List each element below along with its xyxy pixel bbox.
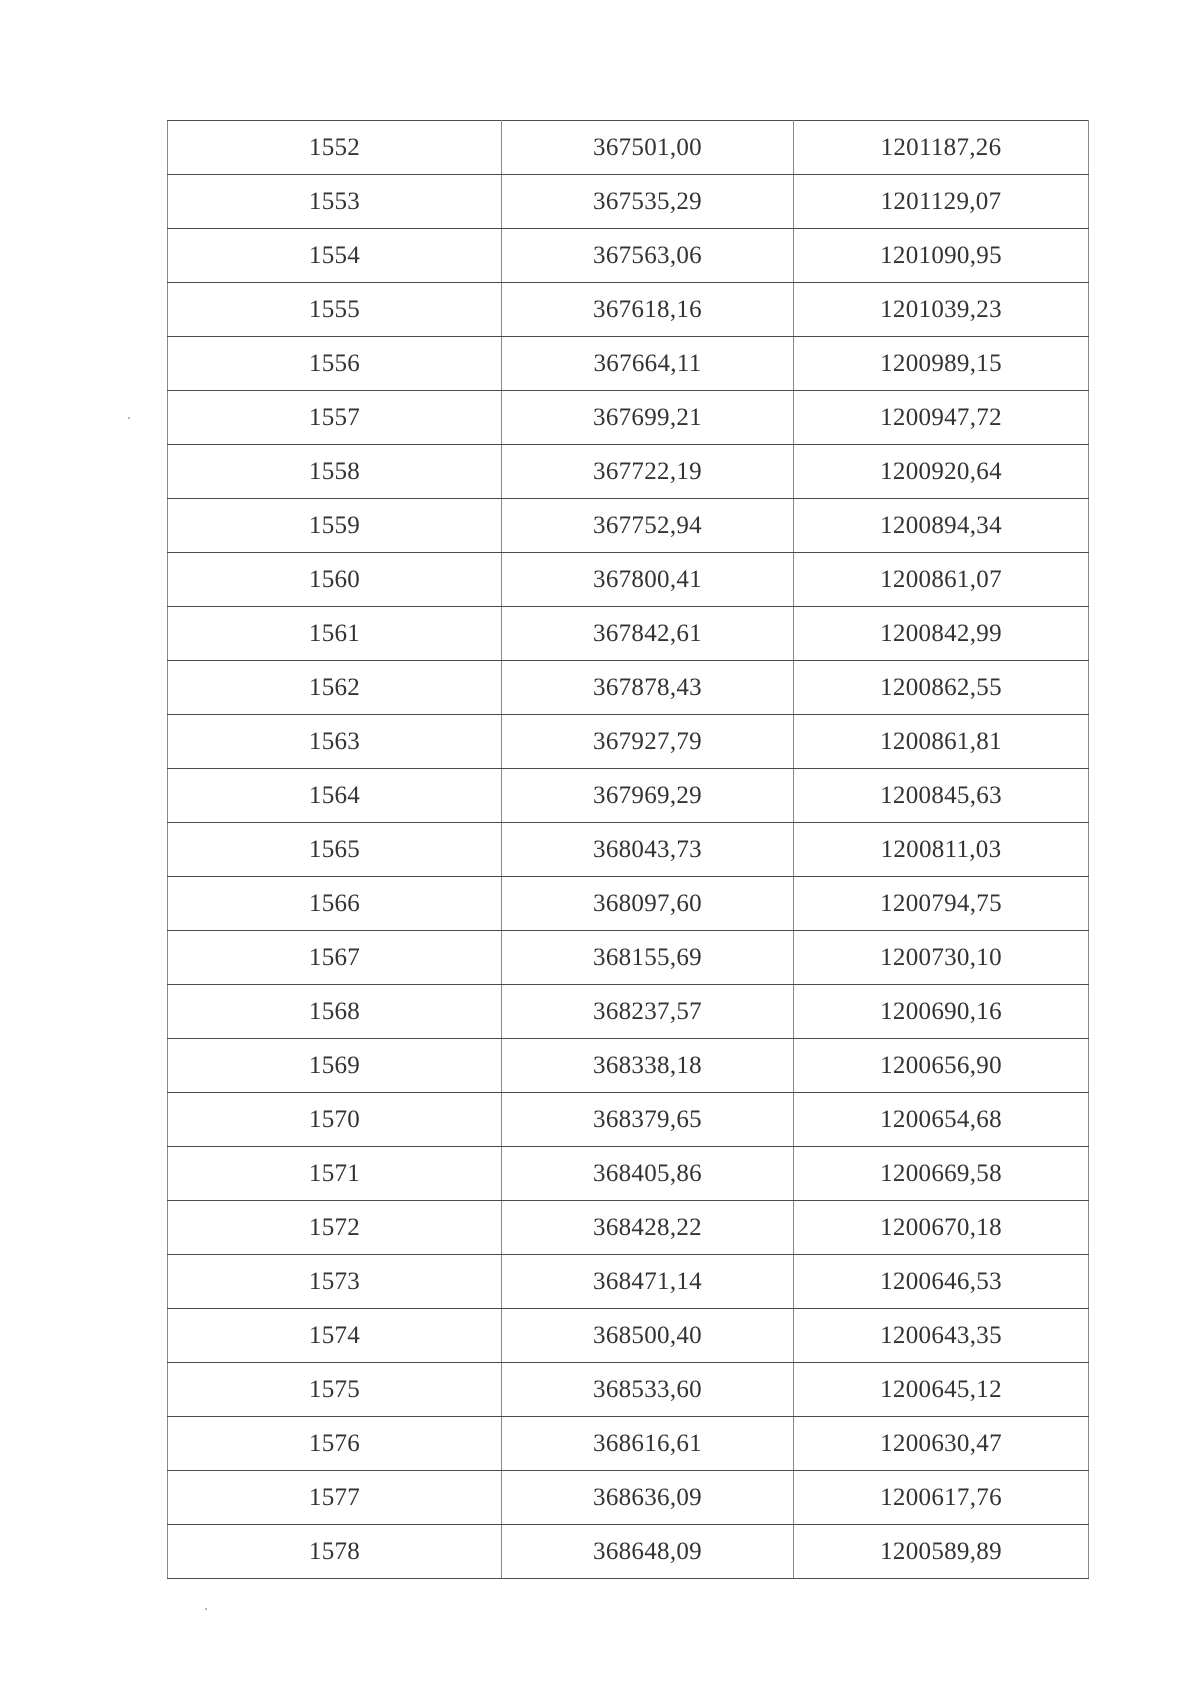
y-coordinate-cell: 1201039,23 xyxy=(794,283,1089,337)
coordinates-table-body xyxy=(168,121,1089,1579)
table-row xyxy=(168,1471,1089,1525)
x-coordinate-cell: 367618,16 xyxy=(502,283,794,337)
y-coordinate-cell: 1200589,89 xyxy=(794,1525,1089,1579)
y-coordinate-cell: 1200656,90 xyxy=(794,1039,1089,1093)
table-row xyxy=(168,1093,1089,1147)
y-coordinate-cell: 1200617,76 xyxy=(794,1471,1089,1525)
y-coordinate-cell: 1200894,34 xyxy=(794,499,1089,553)
y-coordinate-cell: 1200920,64 xyxy=(794,445,1089,499)
x-coordinate-cell: 367878,43 xyxy=(502,661,794,715)
x-coordinate-cell: 367535,29 xyxy=(502,175,794,229)
x-coordinate-cell: 367752,94 xyxy=(502,499,794,553)
table-row xyxy=(168,1363,1089,1417)
x-coordinate-cell: 367699,21 xyxy=(502,391,794,445)
point-number-cell: 1553 xyxy=(168,175,502,229)
table-row xyxy=(168,823,1089,877)
y-coordinate-cell: 1200845,63 xyxy=(794,769,1089,823)
table-row xyxy=(168,445,1089,499)
y-coordinate-cell: 1200730,10 xyxy=(794,931,1089,985)
scan-speck xyxy=(205,1608,207,1610)
table-row xyxy=(168,499,1089,553)
point-number-cell: 1556 xyxy=(168,337,502,391)
point-number-cell: 1564 xyxy=(168,769,502,823)
y-coordinate-cell: 1200630,47 xyxy=(794,1417,1089,1471)
table-row xyxy=(168,391,1089,445)
point-number-cell: 1572 xyxy=(168,1201,502,1255)
table-row xyxy=(168,553,1089,607)
table-row xyxy=(168,1201,1089,1255)
table-row xyxy=(168,661,1089,715)
table-row xyxy=(168,229,1089,283)
point-number-cell: 1560 xyxy=(168,553,502,607)
table-row xyxy=(168,1147,1089,1201)
y-coordinate-cell: 1200794,75 xyxy=(794,877,1089,931)
x-coordinate-cell: 368533,60 xyxy=(502,1363,794,1417)
point-number-cell: 1573 xyxy=(168,1255,502,1309)
x-coordinate-cell: 368636,09 xyxy=(502,1471,794,1525)
table-row xyxy=(168,769,1089,823)
x-coordinate-cell: 368428,22 xyxy=(502,1201,794,1255)
table-row xyxy=(168,1525,1089,1579)
y-coordinate-cell: 1200646,53 xyxy=(794,1255,1089,1309)
y-coordinate-cell: 1200669,58 xyxy=(794,1147,1089,1201)
y-coordinate-cell: 1200947,72 xyxy=(794,391,1089,445)
x-coordinate-cell: 368155,69 xyxy=(502,931,794,985)
x-coordinate-cell: 368379,65 xyxy=(502,1093,794,1147)
x-coordinate-cell: 368405,86 xyxy=(502,1147,794,1201)
y-coordinate-cell: 1200842,99 xyxy=(794,607,1089,661)
table-row xyxy=(168,175,1089,229)
x-coordinate-cell: 367722,19 xyxy=(502,445,794,499)
table-row xyxy=(168,121,1089,175)
y-coordinate-cell: 1200690,16 xyxy=(794,985,1089,1039)
table-row xyxy=(168,337,1089,391)
point-number-cell: 1568 xyxy=(168,985,502,1039)
x-coordinate-cell: 367563,06 xyxy=(502,229,794,283)
table-row xyxy=(168,877,1089,931)
x-coordinate-cell: 368616,61 xyxy=(502,1417,794,1471)
x-coordinate-cell: 368500,40 xyxy=(502,1309,794,1363)
y-coordinate-cell: 1200670,18 xyxy=(794,1201,1089,1255)
point-number-cell: 1570 xyxy=(168,1093,502,1147)
y-coordinate-cell: 1200645,12 xyxy=(794,1363,1089,1417)
x-coordinate-cell: 368648,09 xyxy=(502,1525,794,1579)
x-coordinate-cell: 368338,18 xyxy=(502,1039,794,1093)
y-coordinate-cell: 1200861,07 xyxy=(794,553,1089,607)
y-coordinate-cell: 1200989,15 xyxy=(794,337,1089,391)
table-row xyxy=(168,985,1089,1039)
x-coordinate-cell: 368237,57 xyxy=(502,985,794,1039)
point-number-cell: 1554 xyxy=(168,229,502,283)
table-row xyxy=(168,715,1089,769)
x-coordinate-cell: 368097,60 xyxy=(502,877,794,931)
point-number-cell: 1571 xyxy=(168,1147,502,1201)
table-row xyxy=(168,1039,1089,1093)
y-coordinate-cell: 1200811,03 xyxy=(794,823,1089,877)
table-row xyxy=(168,607,1089,661)
table-row xyxy=(168,1417,1089,1471)
x-coordinate-cell: 367664,11 xyxy=(502,337,794,391)
table-row xyxy=(168,931,1089,985)
y-coordinate-cell: 1201187,26 xyxy=(794,121,1089,175)
x-coordinate-cell: 367800,41 xyxy=(502,553,794,607)
point-number-cell: 1559 xyxy=(168,499,502,553)
point-number-cell: 1555 xyxy=(168,283,502,337)
x-coordinate-cell: 368471,14 xyxy=(502,1255,794,1309)
x-coordinate-cell: 367927,79 xyxy=(502,715,794,769)
x-coordinate-cell: 367501,00 xyxy=(502,121,794,175)
point-number-cell: 1562 xyxy=(168,661,502,715)
x-coordinate-cell: 367842,61 xyxy=(502,607,794,661)
y-coordinate-cell: 1201129,07 xyxy=(794,175,1089,229)
scan-speck xyxy=(128,417,130,419)
point-number-cell: 1575 xyxy=(168,1363,502,1417)
y-coordinate-cell: 1200862,55 xyxy=(794,661,1089,715)
point-number-cell: 1558 xyxy=(168,445,502,499)
point-number-cell: 1552 xyxy=(168,121,502,175)
point-number-cell: 1565 xyxy=(168,823,502,877)
y-coordinate-cell: 1201090,95 xyxy=(794,229,1089,283)
table-row xyxy=(168,283,1089,337)
point-number-cell: 1567 xyxy=(168,931,502,985)
point-number-cell: 1557 xyxy=(168,391,502,445)
x-coordinate-cell: 368043,73 xyxy=(502,823,794,877)
point-number-cell: 1563 xyxy=(168,715,502,769)
point-number-cell: 1569 xyxy=(168,1039,502,1093)
point-number-cell: 1561 xyxy=(168,607,502,661)
x-coordinate-cell: 367969,29 xyxy=(502,769,794,823)
y-coordinate-cell: 1200654,68 xyxy=(794,1093,1089,1147)
point-number-cell: 1578 xyxy=(168,1525,502,1579)
y-coordinate-cell: 1200861,81 xyxy=(794,715,1089,769)
point-number-cell: 1574 xyxy=(168,1309,502,1363)
point-number-cell: 1566 xyxy=(168,877,502,931)
table-row xyxy=(168,1255,1089,1309)
point-number-cell: 1576 xyxy=(168,1417,502,1471)
table-row xyxy=(168,1309,1089,1363)
point-number-cell: 1577 xyxy=(168,1471,502,1525)
coordinates-table xyxy=(167,120,1089,1579)
y-coordinate-cell: 1200643,35 xyxy=(794,1309,1089,1363)
